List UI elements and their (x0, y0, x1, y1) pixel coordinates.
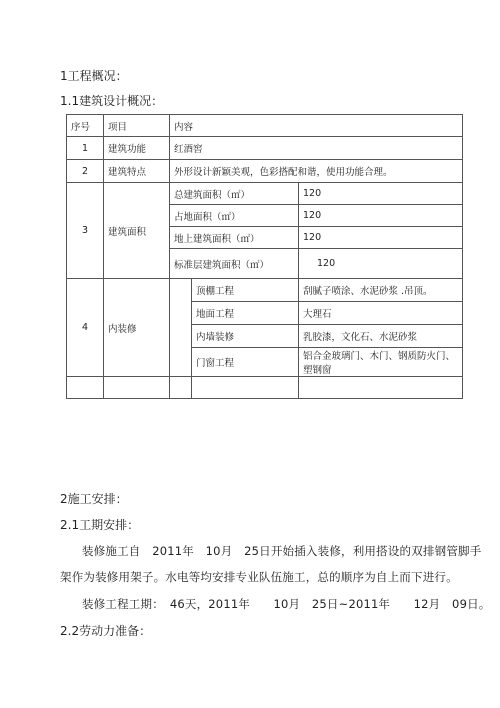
finish-value: 铝合金玻璃门、木门、钢质防火门、塑钢窗 (299, 348, 463, 377)
section-2-heading: 2施工安排： (60, 492, 128, 506)
finish-label: 地面工程 (192, 302, 299, 325)
paragraph-line: 装修工程工期： 46天，2011年 10月 25日~2011年 12月 09日。 (82, 597, 491, 611)
finish-label: 内墙装修 (192, 325, 299, 348)
finish-value: 刮腻子喷涂、水泥砂浆 .吊顶。 (299, 279, 463, 302)
header-item: 项目 (104, 115, 170, 137)
paragraph-line: 架作为装修用架子。水电等均安排专业队伍施工，总的顺序为自上而下进行。 (60, 570, 458, 584)
header-no: 序号 (67, 115, 104, 137)
area-label: 地上建筑面积（㎡） (170, 227, 299, 249)
building-overview-table (66, 114, 463, 399)
header-content: 内容 (170, 115, 463, 137)
row-content: 外形设计新颖美观，色彩搭配和谐，使用功能合理。 (170, 160, 463, 183)
table-row (67, 279, 463, 302)
row-item: 建筑面积 (104, 183, 170, 279)
row-item: 建筑特点 (104, 160, 170, 183)
table-row (67, 183, 463, 205)
area-label: 占地面积（㎡） (170, 205, 299, 227)
section-1-heading: 1工程概况： (60, 69, 128, 83)
row-content: 红酒窖 (170, 137, 463, 160)
row-no: 3 (67, 183, 104, 279)
section-1-1-heading: 1.1建筑设计概况： (60, 94, 164, 108)
table-row (67, 137, 463, 160)
paragraph-line: 装修施工自 2011年 10月 25日开始插入装修，利用搭设的双排钢管脚手 (82, 544, 482, 558)
row-item: 内装修 (104, 279, 170, 377)
area-value: 120 (299, 249, 463, 279)
table-row-empty (67, 377, 463, 399)
row-no: 2 (67, 160, 104, 183)
finish-value: 大理石 (299, 302, 463, 325)
area-label: 总建筑面积（㎡） (170, 183, 299, 205)
area-label: 标准层建筑面积（㎡） (170, 249, 299, 279)
area-value: 120 (299, 205, 463, 227)
section-2-2-heading: 2.2劳动力准备： (60, 624, 152, 638)
area-value: 120 (299, 183, 463, 205)
row-no: 1 (67, 137, 104, 160)
table-header-row (67, 115, 463, 137)
spacer-cell (170, 279, 192, 377)
finish-label: 顶棚工程 (192, 279, 299, 302)
finish-value: 乳胶漆，文化石、水泥砂浆 (299, 325, 463, 348)
row-item: 建筑功能 (104, 137, 170, 160)
area-value: 120 (299, 227, 463, 249)
section-2-1-heading: 2.1工期安排： (60, 518, 140, 532)
table-row (67, 160, 463, 183)
finish-label: 门窗工程 (192, 348, 299, 377)
row-no: 4 (67, 279, 104, 377)
